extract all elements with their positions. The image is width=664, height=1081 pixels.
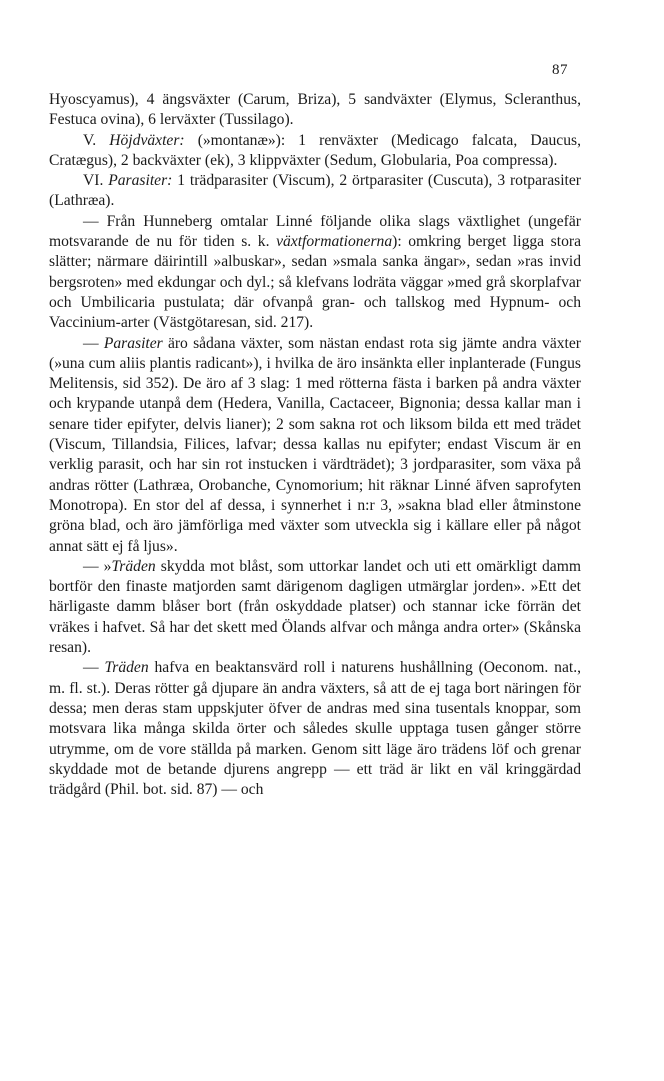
text-run: skydda mot blåst, som uttorkar landet och uti ett omärkligt damm bortför den finaste matjorden samt därigenom dagligen utmärglar jorden». »Ett det härligaste damm blåser bort (från oskyddade platser) och stannar icke förrän det vräkes i hafvet. Så har det skett med Ölands alfvar och många andra orter» (Skånska resan). [49,557,581,657]
body-text [49,90,581,800]
paragraph [49,658,581,800]
text-run: — » [83,557,112,575]
text-run: Hyoscyamus), 4 ängsväxter (Carum, Briza), 5 sandväxter (Elymus, Scleranthus, Festuca ovina), 6 lerväxter (Tussilago). [49,91,581,129]
paragraph [49,131,581,172]
italic-term: Parasiter: [108,172,173,190]
page-number: 87 [552,62,568,78]
text-run: äro sådana växter, som nästan endast rota sig jämte andra växter (»una cum aliis plantis radicant»), i hvilka de äro insänkta eller inplanterade (Fungus Melitensis, sid 352). De äro af 3 slag: 1 med rötterna fästa i barken på andra växter och krypande utanpå dem (Hedera, Vanilla, Cactaceer, Bignonia; dessa kallar man i senare tider epifyter, delvis lianer); 2 som sakna rot och liksom bilda ett med trädet (Viscum, Tillandsia, Filices, lafvar; dessa kallas nu epifyter; endast Viscum är en verklig parasit, och har sin rot instucken i värdträdet); 3 jordparasiter, som växa på andras rötter (Lathræa, Orobanche, Cynomorium; hit räknar Linné äfven saprofyten Monotropa). En stor del af dessa, i synnerhet i n:r 3, »sakna blad eller åtminstone gröna blad, och äro jämförliga med växter som utveckla sig i källare eller på något annat sätt ej få ljus». [49,334,581,555]
text-run: ): omkring berget ligga stora slätter; närmare däirintill »albuskar», sedan »smala sanka ängar», sedan »ras invid bergsroten» med ekdungar och dyl.; så klefvans lodräta väggar »med grå skorplafvar och Umbilicaria pustulata; där ofvanpå gran- och tallskog med Hypnum- och Vaccinium-arter (Västgötaresan, sid. 217). [49,233,581,332]
text-run: — Från Hunneberg omtalar Linné följande olika slags växtlighet (ungefär motsvarande de nu för tiden s. k. [49,212,581,251]
italic-term: Höjdväxter: [109,131,185,149]
paragraph [49,90,581,131]
italic-term: Träden [111,557,156,575]
italic-term: växtformationerna [276,233,393,251]
paragraph [49,171,581,212]
paragraph [49,334,581,557]
text-run: 1 trädparasiter (Viscum), 2 örtparasiter (Cuscuta), 3 rotparasiter (Lathræa). [49,172,581,210]
italic-term: Träden [104,659,149,677]
text-run: VI. [83,172,109,190]
text-run: — [83,659,105,677]
text-run: hafva en beaktansvärd roll i naturens hushållning (Oeconom. nat., m. fl. st.). Deras rötter gå djupare än andra växters, så att de ej taga bort näringen för dessa; men deras stam uppskjuter öfver de andras med sina tusentals knoppar, som motsvara lika många skilda örter och således skulle upptaga tusen gånger större utrymme, om de vore ställda på marken. Genom sitt läge äro trädens löf och grenar skyddade mot de betande djurens angrepp — ett träd är likt en väl kringgärdad trädgård (Phil. bot. sid. 87) — och [49,659,581,799]
text-run: — [83,334,104,352]
text-run: V. [83,131,110,149]
paragraph [49,212,581,334]
italic-term: Parasiter [103,334,163,352]
paragraph [49,557,581,658]
text-run: (»montanæ»): 1 renväxter (Medicago falcata, Daucus, Cratægus), 2 backväxter (ek), 3 klippväxter (Sedum, Globularia, Poa compressa). [49,131,581,169]
